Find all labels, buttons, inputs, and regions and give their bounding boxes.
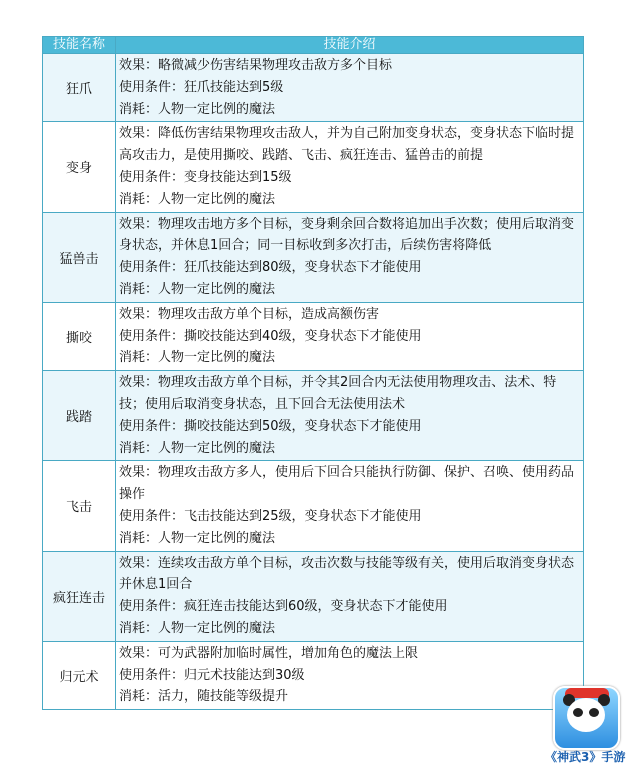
skill-description — [116, 461, 584, 551]
skill-desc-line: 使用条件：飞击技能达到25级，变身状态下才能使用 — [119, 508, 422, 524]
header-skill-desc: 技能介绍 — [116, 37, 584, 54]
logo-text: 《神武3》手游 — [545, 750, 626, 764]
table-row — [43, 551, 584, 641]
skill-desc-line: 使用条件：归元术技能达到30级 — [119, 667, 305, 683]
skill-desc-line: 消耗：活力，随技能等级提升 — [119, 689, 289, 705]
table-row — [43, 302, 584, 370]
table-row — [43, 371, 584, 461]
skill-name: 变身 — [43, 122, 116, 212]
skill-desc-line: 消耗：人物一定比例的魔法 — [119, 620, 276, 636]
skill-desc-line: 效果：略微减少伤害结果物理攻击敌方多个目标 — [119, 58, 393, 73]
skill-desc-line: 效果：物理攻击地方多个目标，变身剩余回合数将追加出手次数；使用后取消变身状态，并休息1回合；同一目标收到多次打击，后续伤害将降低 — [119, 216, 575, 254]
skill-desc-line: 使用条件：撕咬技能达到40级，变身状态下才能使用 — [119, 328, 422, 344]
skill-desc-line: 使用条件：撕咬技能达到50级，变身状态下才能使用 — [119, 418, 422, 434]
header-skill-name: 技能名称 — [43, 37, 116, 54]
skill-desc-line: 效果：物理攻击敌方单个目标，造成高额伤害 — [119, 306, 380, 322]
skill-name: 撕咬 — [43, 302, 116, 370]
skill-description — [116, 641, 584, 709]
skill-name: 践踏 — [43, 371, 116, 461]
skill-desc-line: 效果：物理攻击敌方单个目标，并令其2回合内无法使用物理攻击、法术、特技；使用后取消变身状态，且下回合无法使用法术 — [119, 375, 557, 412]
skill-desc-line: 消耗：人物一定比例的魔法 — [119, 530, 276, 546]
skill-name: 飞击 — [43, 461, 116, 551]
skill-desc-line: 使用条件：狂爪技能达到5级 — [119, 79, 284, 95]
table-row — [43, 54, 584, 122]
skill-desc-line: 消耗：人物一定比例的魔法 — [119, 281, 276, 297]
skill-description — [116, 371, 584, 461]
skill-desc-line: 消耗：人物一定比例的魔法 — [119, 440, 276, 456]
table-row — [43, 122, 584, 212]
skill-description — [116, 212, 584, 302]
skill-desc-line: 使用条件：狂爪技能达到80级，变身状态下才能使用 — [119, 260, 422, 276]
skill-desc-line: 使用条件：疯狂连击技能达到60级，变身状态下才能使用 — [119, 599, 448, 615]
table-row — [43, 461, 584, 551]
skill-desc-line: 消耗：人物一定比例的魔法 — [119, 191, 276, 207]
table-row — [43, 641, 584, 709]
skill-name: 猛兽击 — [43, 212, 116, 302]
skill-description — [116, 122, 584, 212]
panda-icon — [553, 686, 620, 750]
skill-description — [116, 551, 584, 641]
skill-name: 归元术 — [43, 641, 116, 709]
skill-description — [116, 54, 584, 122]
skill-desc-line: 效果：降低伤害结果物理攻击敌人，并为自己附加变身状态，变身状态下临时提高攻击力，是使用撕咬、践踏、飞击、疯狂连击、猛兽击的前提 — [119, 126, 575, 164]
skills-table — [42, 36, 584, 710]
skill-desc-line: 消耗：人物一定比例的魔法 — [119, 350, 276, 366]
skill-name: 狂爪 — [43, 54, 116, 122]
skill-desc-line: 效果：物理攻击敌方多人，使用后下回合只能执行防御、保护、召唤、使用药品操作 — [119, 465, 575, 503]
skill-desc-line: 效果：连续攻击敌方单个目标，攻击次数与技能等级有关，使用后取消变身状态并休息1回合 — [119, 555, 575, 593]
skill-desc-line: 使用条件：变身技能达到15级 — [119, 169, 292, 185]
skill-desc-line: 消耗：人物一定比例的魔法 — [119, 101, 276, 117]
table-header — [43, 37, 584, 54]
skill-name: 疯狂连击 — [43, 551, 116, 641]
skill-desc-line: 效果：可为武器附加临时属性，增加角色的魔法上限 — [119, 645, 419, 661]
skill-description — [116, 302, 584, 370]
table-row — [43, 212, 584, 302]
